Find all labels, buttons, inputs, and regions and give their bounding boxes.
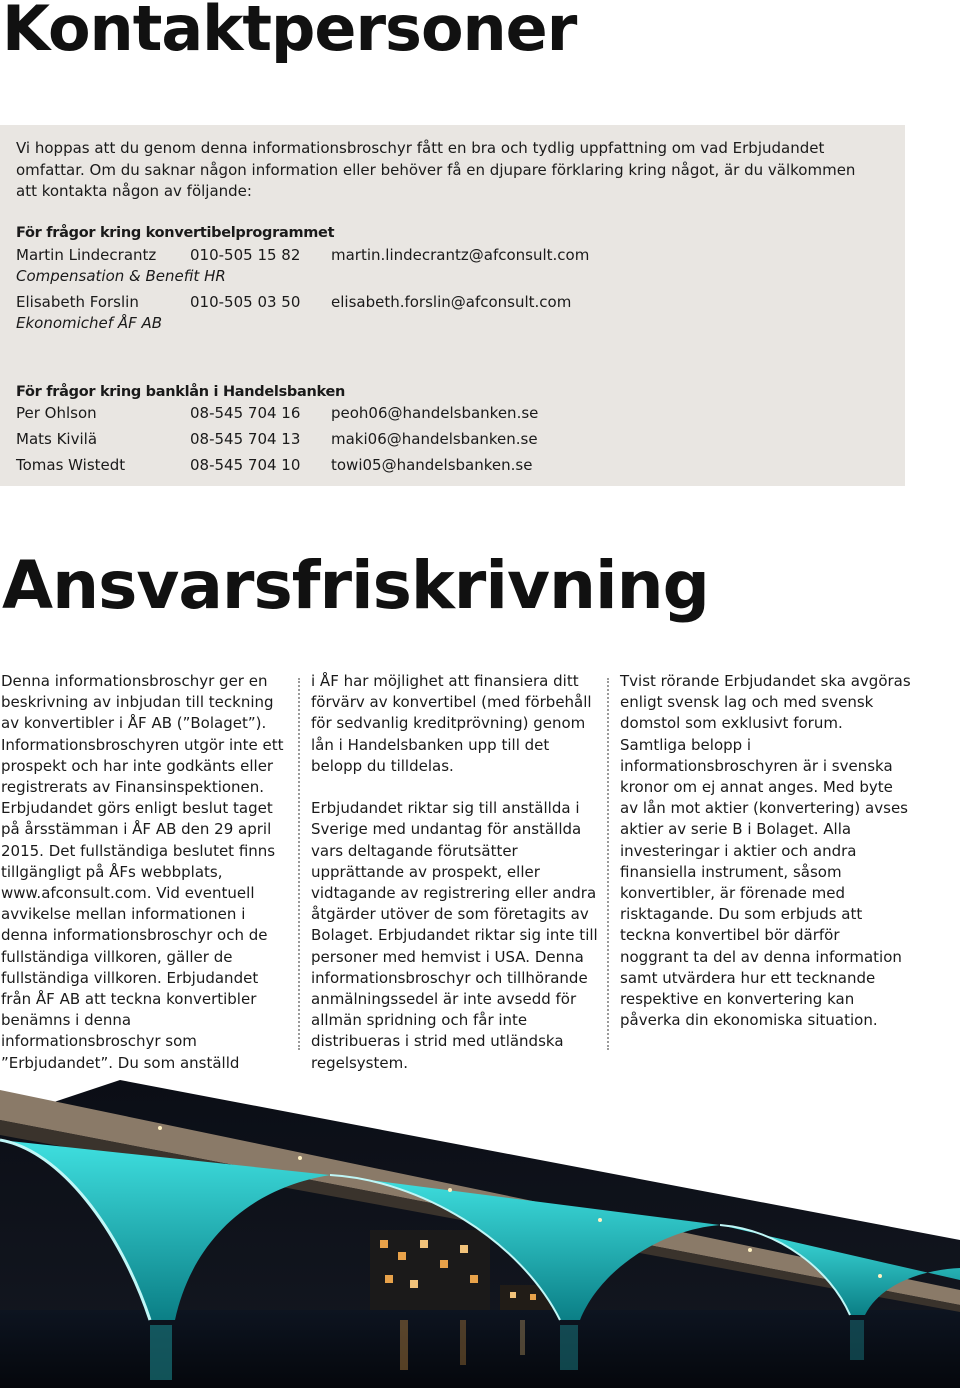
contact-phone: 08-545 704 10: [190, 456, 301, 474]
contact-email: martin.lindecrantz@afconsult.com: [331, 246, 590, 264]
bridge-night-photo: [0, 1080, 960, 1388]
section-heading-bank-loan: För frågor kring banklån i Handelsbanken: [16, 384, 346, 400]
paragraph: Erbjudandet riktar sig till anställda i Sverige med undantag för anställda vars deltagande förutsätter upprättande av prospekt, eller vidtagande av registrering eller andra åtgärder utöver de som företagits av Bolaget. Erbjudandet riktar sig inte till personer med hemvist i USA. Denna informationsbroschyr och tillhörande anmälningssedel är inte avsedd för allmän spridning och får inte distribueras i strid med utländska regelsystem.: [311, 799, 598, 1072]
contact-name: Elisabeth Forslin: [16, 293, 139, 311]
contact-role: Ekonomichef ÅF AB: [16, 314, 163, 332]
section-heading-convertible: För frågor kring konvertibelprogrammet: [16, 225, 335, 241]
contacts-title: Kontaktpersoner: [2, 0, 577, 65]
disclaimer-column-3: [620, 671, 912, 1031]
contact-name: Per Ohlson: [16, 404, 97, 422]
contact-name: Tomas Wistedt: [16, 456, 126, 474]
disclaimer-column-1: [1, 671, 293, 1074]
paragraph: i ÅF har möjlighet att finansiera ditt förvärv av konvertibel (med förbehåll för sedvanlig kreditprövning) genom lån i Handelsbanken upp till det belopp du tilldelas.: [311, 672, 592, 775]
contact-phone: 010-505 15 82: [190, 246, 301, 264]
contact-phone: 08-545 704 13: [190, 430, 301, 448]
disclaimer-column-2: [311, 671, 603, 1074]
contact-email: elisabeth.forslin@afconsult.com: [331, 293, 572, 311]
column-divider: [607, 678, 609, 1050]
contact-name: Mats Kivilä: [16, 430, 98, 448]
contact-email: peoh06@handelsbanken.se: [331, 404, 539, 422]
contact-phone: 08-545 704 16: [190, 404, 301, 422]
paragraph: Denna informationsbroschyr ger en beskrivning av inbjudan till teckning av konvertibler i ÅF AB (”Bolaget”). Informationsbroschyren utgör inte ett prospekt och har inte godkänts eller registrerats av Finansinspektionen. Erbjudandet görs enligt beslut taget på årsstämman i ÅF AB den 29 april 2015. Det fullständiga beslutet finns tillgängligt på ÅFs webbplats, www.afconsult.com. Vid eventuell avvikelse mellan informationen i denna informationsbroschyr och de fullständiga villkoren, gäller de fullständiga villkoren. Erbjudandet från ÅF AB att teckna konvertibler benämns i denna informationsbroschyr som ”Erbjudandet”. Du som anställd: [1, 672, 284, 1072]
contacts-intro: Vi hoppas att du genom denna informationsbroschyr fått en bra och tydlig uppfattning om vad Erbjudandet omfattar. Om du saknar någon information eller behöver få en djupare förklaring kring något, är du välkommen att kontakta någon av följande:: [16, 139, 856, 200]
paragraph: Tvist rörande Erbjudandet ska avgöras enligt svensk lag och med svensk domstol som exklusivt forum. Samtliga belopp i informationsbroschyren är i svenska kronor om ej annat anges. Med byte av lån mot aktier (konvertering) avses aktier av serie B i Bolaget. Alla investeringar i aktier och andra finansiella instrument, såsom konvertibler, är förenade med risktagande. Du som erbjuds att teckna konvertibel bör därför noggrant ta del av denna information samt utvärdera hur ett tecknande respektive en konvertering kan påverka din ekonomiska situation.: [620, 672, 911, 1030]
disclaimer-title: Ansvarsfriskrivning: [2, 547, 709, 624]
column-divider: [298, 678, 300, 1050]
contact-role: Compensation & Benefit HR: [16, 267, 226, 285]
contact-name: Martin Lindecrantz: [16, 246, 157, 264]
contact-email: maki06@handelsbanken.se: [331, 430, 538, 448]
contact-phone: 010-505 03 50: [190, 293, 301, 311]
contact-email: towi05@handelsbanken.se: [331, 456, 533, 474]
